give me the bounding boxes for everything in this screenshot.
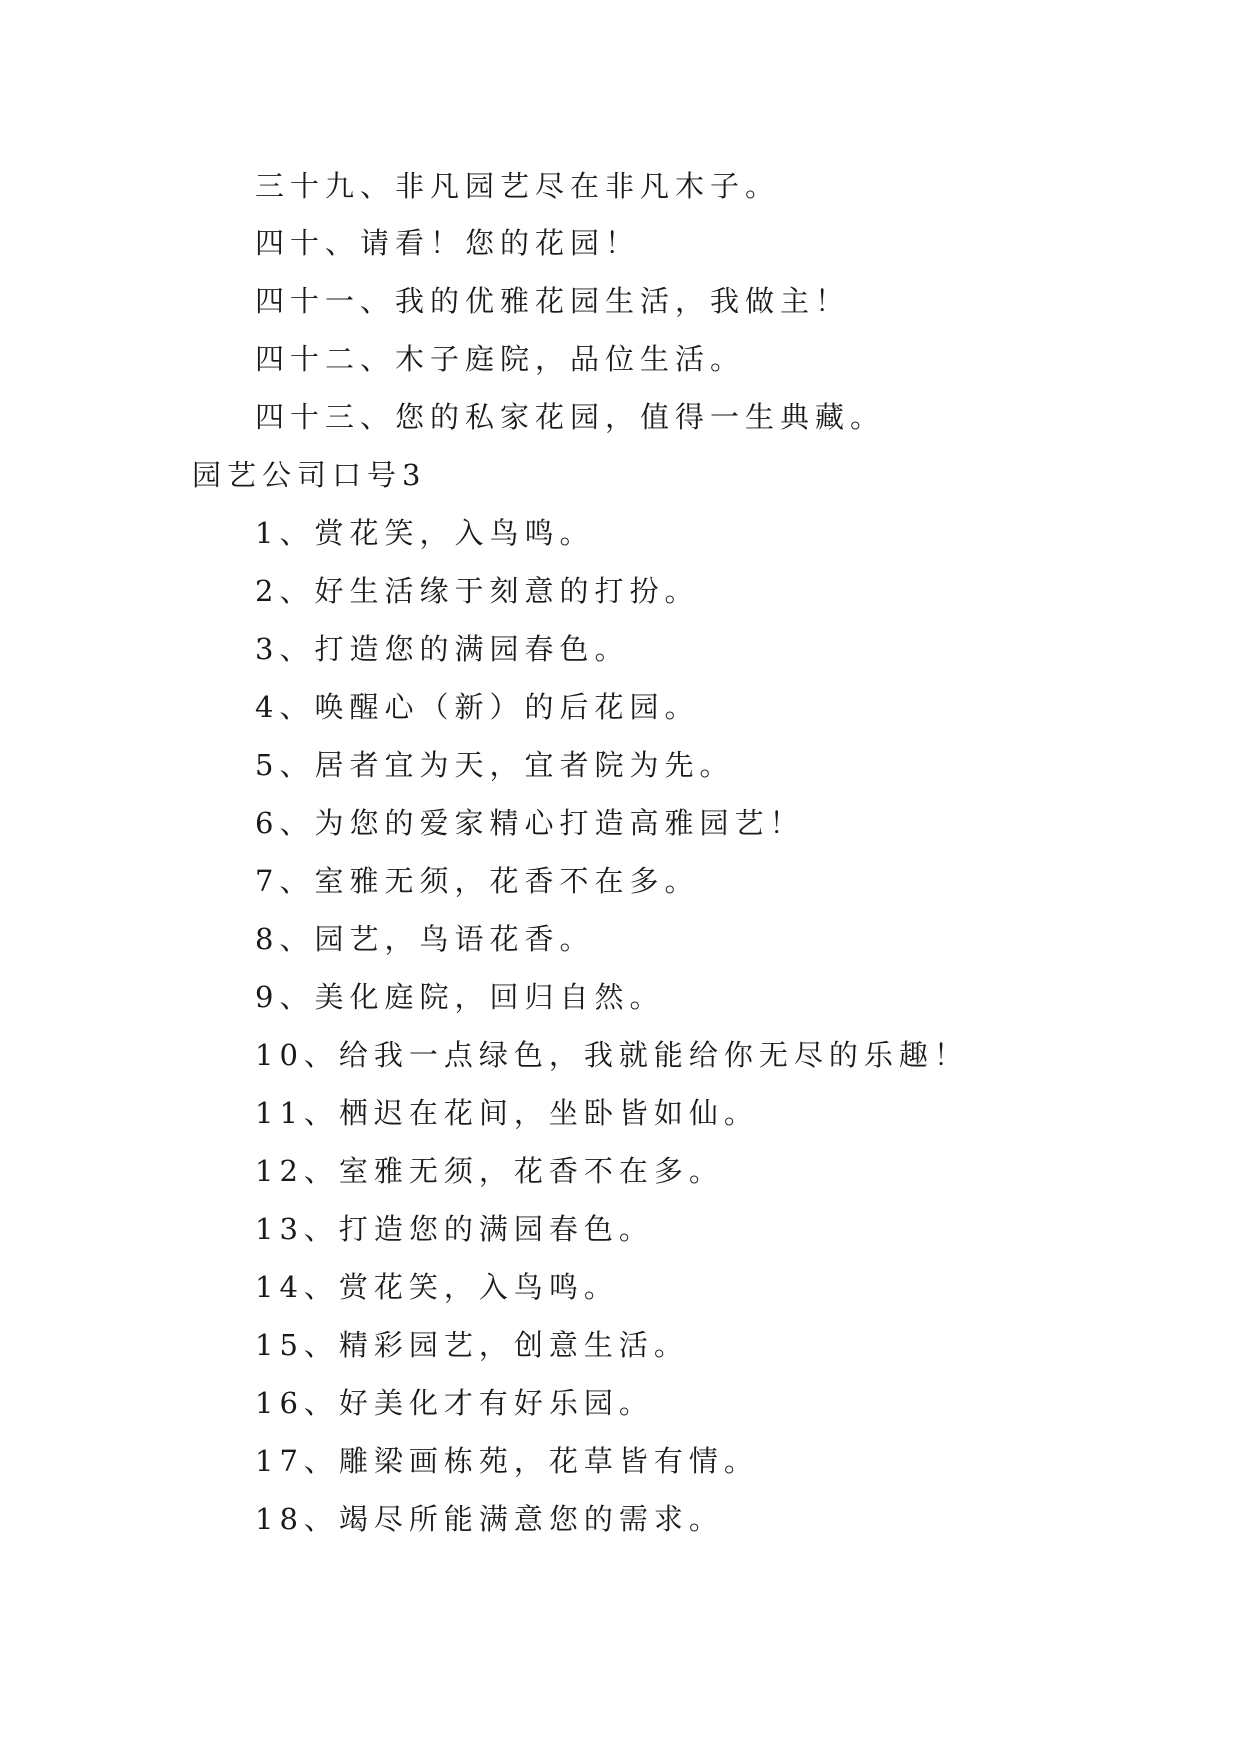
slogan-line-10: 10、给我一点绿色，我就能给你无尽的乐趣！	[255, 1038, 969, 1072]
slogan-line-41: 四十一、我的优雅花园生活，我做主！	[255, 284, 851, 318]
slogan-line-8: 8、园艺，鸟语花香。	[255, 922, 595, 956]
slogan-line-15: 15、精彩园艺，创意生活。	[255, 1328, 689, 1362]
slogan-line-7: 7、室雅无须，花香不在多。	[255, 864, 700, 898]
slogan-line-2: 2、好生活缘于刻意的打扮。	[255, 574, 700, 608]
slogan-line-39: 三十九、非凡园艺尽在非凡木子。	[255, 169, 781, 203]
slogan-line-43: 四十三、您的私家花园，值得一生典藏。	[255, 400, 886, 434]
slogan-line-6: 6、为您的爱家精心打造高雅园艺！	[255, 806, 805, 840]
slogan-line-17: 17、雕梁画栋苑，花草皆有情。	[255, 1444, 759, 1478]
slogan-line-42: 四十二、木子庭院，品位生活。	[255, 342, 746, 376]
slogan-line-14: 14、赏花笑，入鸟鸣。	[255, 1270, 619, 1304]
slogan-line-11: 11、栖迟在花间，坐卧皆如仙。	[255, 1096, 759, 1130]
section-heading: 园艺公司口号3	[192, 458, 427, 492]
slogan-line-5: 5、居者宜为天，宜者院为先。	[255, 748, 735, 782]
slogan-line-13: 13、打造您的满园春色。	[255, 1212, 654, 1246]
slogan-line-1: 1、赏花笑，入鸟鸣。	[255, 516, 595, 550]
slogan-line-18: 18、竭尽所能满意您的需求。	[255, 1502, 724, 1536]
slogan-line-9: 9、美化庭院，回归自然。	[255, 980, 665, 1014]
slogan-line-16: 16、好美化才有好乐园。	[255, 1386, 654, 1420]
slogan-line-40: 四十、请看！您的花园！	[255, 226, 641, 260]
slogan-line-12: 12、室雅无须，花香不在多。	[255, 1154, 724, 1188]
slogan-line-3: 3、打造您的满园春色。	[255, 632, 630, 666]
slogan-line-4: 4、唤醒心（新）的后花园。	[255, 690, 700, 724]
